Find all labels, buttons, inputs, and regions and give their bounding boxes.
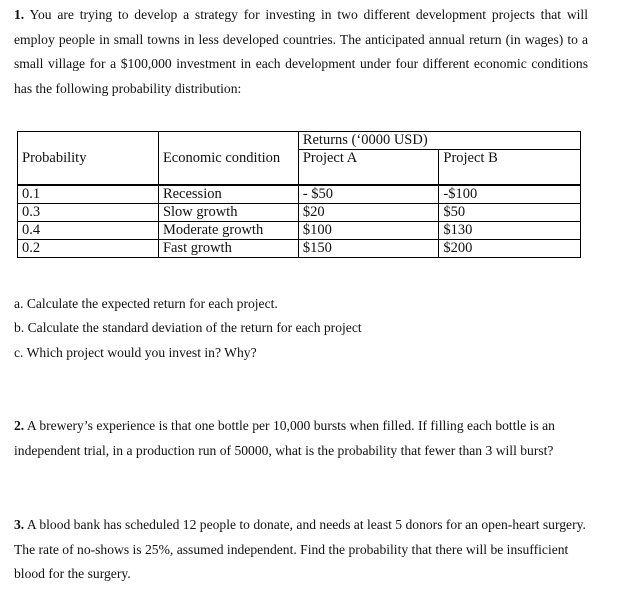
question-1-text: You are trying to develop a strategy for investing in two different development projects that will employ people in small towns in less developed countries. The anticipated annual return (in wages) to a small village for a $100,000 investment in each development under four different economic conditions has the following probability distribution: (14, 7, 588, 96)
cell-condition: Moderate growth (158, 222, 298, 240)
cell-project-a: - $50 (298, 185, 439, 204)
question-1-part-c: c. Which project would you invest in? Why? (14, 345, 257, 360)
question-3-text: A blood bank has scheduled 12 people to donate, and needs at least 5 donors for an open-heart surgery. The rate of no-shows is 25%, assumed independent. Find the probability that there will be insufficient blood for the surgery. (14, 517, 586, 581)
question-3 (14, 513, 588, 587)
question-2 (14, 414, 588, 463)
question-1-part-b: b. Calculate the standard deviation of the return for each project (14, 320, 362, 335)
header-project-b: Project B (439, 150, 581, 186)
question-1 (14, 3, 588, 101)
table-row (18, 222, 581, 240)
cell-project-a: $100 (298, 222, 439, 240)
cell-project-a: $150 (298, 240, 439, 258)
cell-probability: 0.3 (18, 204, 159, 222)
cell-condition: Fast growth (158, 240, 298, 258)
cell-project-a: $20 (298, 204, 439, 222)
question-1-part-a: a. Calculate the expected return for each project. (14, 296, 278, 311)
question-2-number: 2. (14, 418, 25, 433)
header-probability: Probability (18, 132, 159, 186)
cell-condition: Recession (158, 185, 298, 204)
cell-condition: Slow growth (158, 204, 298, 222)
header-returns-group: Returns (‘0000 USD) (298, 132, 580, 150)
cell-project-b: -$100 (439, 185, 581, 204)
cell-probability: 0.4 (18, 222, 159, 240)
table-header-row (18, 132, 581, 150)
cell-probability: 0.2 (18, 240, 159, 258)
question-3-number: 3. (14, 517, 25, 532)
table-row (18, 185, 581, 204)
question-2-text: A brewery’s experience is that one bottle per 10,000 bursts when filled. If filling each bottle is an independent trial, in a production run of 50000, what is the probability that fewer than 3 will burst? (14, 418, 555, 458)
header-project-a: Project A (298, 150, 439, 186)
table-row (18, 240, 581, 258)
cell-project-b: $200 (439, 240, 581, 258)
question-1-number: 1. (14, 7, 25, 22)
header-economic-condition: Economic condition (158, 132, 298, 186)
probability-distribution-table (17, 131, 581, 258)
cell-project-b: $130 (439, 222, 581, 240)
cell-probability: 0.1 (18, 185, 159, 204)
cell-project-b: $50 (439, 204, 581, 222)
table-row (18, 204, 581, 222)
